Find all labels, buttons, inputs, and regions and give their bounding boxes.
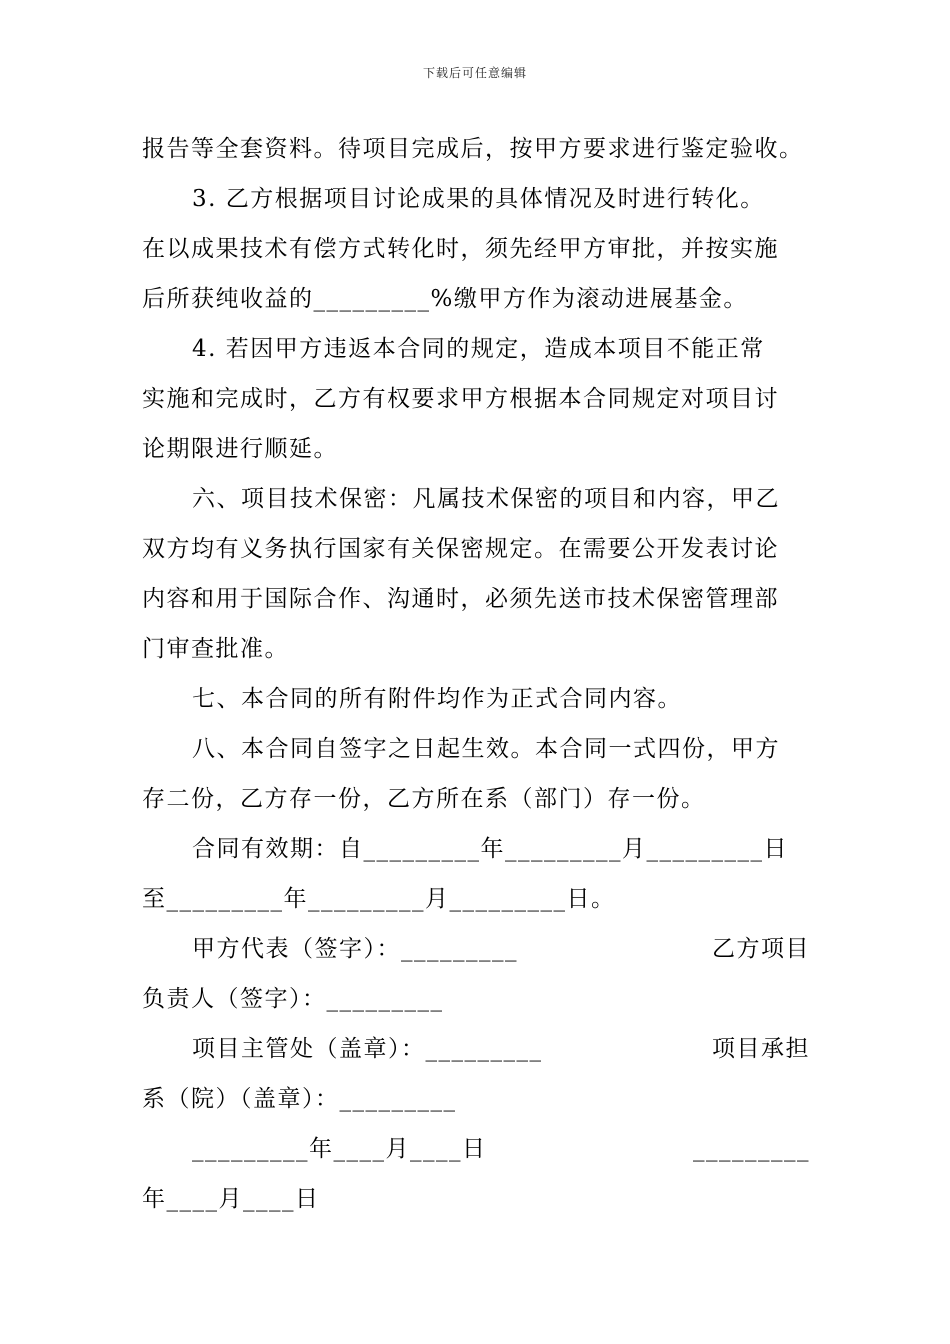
date-left: _________年____月____日 bbox=[192, 1136, 487, 1162]
section-7: 七、本合同的所有附件均作为正式合同内容。 bbox=[192, 686, 682, 712]
party-b-label: 乙方项目 bbox=[712, 936, 810, 962]
document-body bbox=[142, 124, 810, 1224]
section-6: 六、项目技术保密：凡属技术保密的项目和内容，甲乙 bbox=[192, 486, 780, 512]
page-header: 下载后可任意编辑 bbox=[422, 66, 527, 80]
project-undertaker-label: 项目承担 bbox=[712, 1036, 810, 1062]
section-8: 八、本合同自签字之日起生效。本合同一式四份，甲方 bbox=[192, 736, 780, 762]
text-line: 报告等全套资料。待项目完成后，按甲方要求进行鉴定验收。 bbox=[142, 136, 804, 162]
text-line: 存二份，乙方存一份，乙方所在系（部门）存一份。 bbox=[142, 786, 706, 812]
text-line: 实施和完成时，乙方有权要求甲方根据本合同规定对项目讨 bbox=[142, 386, 779, 412]
signature-row-2 bbox=[142, 1024, 810, 1074]
signature-row-1 bbox=[142, 924, 810, 974]
date-right-blank: _________ bbox=[693, 1136, 810, 1162]
text-line: 后所获纯收益的_________%缴甲方作为滚动进展基金。 bbox=[142, 286, 748, 312]
department-seal: 系（院）（盖章）：_________ bbox=[142, 1086, 457, 1112]
text-line: 至_________年_________月_________日。 bbox=[142, 886, 616, 912]
text-line: 在以成果技术有偿方式转化时，须先经甲方审批，并按实施 bbox=[142, 236, 779, 262]
text-line: 双方均有义务执行国家有关保密规定。在需要公开发表讨论 bbox=[142, 536, 779, 562]
date-right: 年____月____日 bbox=[142, 1186, 320, 1212]
party-a-signature: 甲方代表（签字）：_________ bbox=[192, 936, 518, 962]
text-line: 内容和用于国际合作、沟通时，必须先送市技术保密管理部 bbox=[142, 586, 779, 612]
project-office-seal: 项目主管处（盖章）：_________ bbox=[192, 1036, 543, 1062]
text-line: 论期限进行顺延。 bbox=[142, 436, 338, 462]
validity-period: 合同有效期：自_________年_________月_________日 bbox=[192, 836, 788, 862]
clause-4: 4. 若因甲方违返本合同的规定，造成本项目不能正常 bbox=[192, 336, 765, 362]
clause-3: 3. 乙方根据项目讨论成果的具体情况及时进行转化。 bbox=[192, 186, 765, 212]
party-b-signature: 负责人（签字）：_________ bbox=[142, 986, 444, 1012]
text-line: 门审查批准。 bbox=[142, 636, 289, 662]
date-row bbox=[142, 1124, 810, 1174]
